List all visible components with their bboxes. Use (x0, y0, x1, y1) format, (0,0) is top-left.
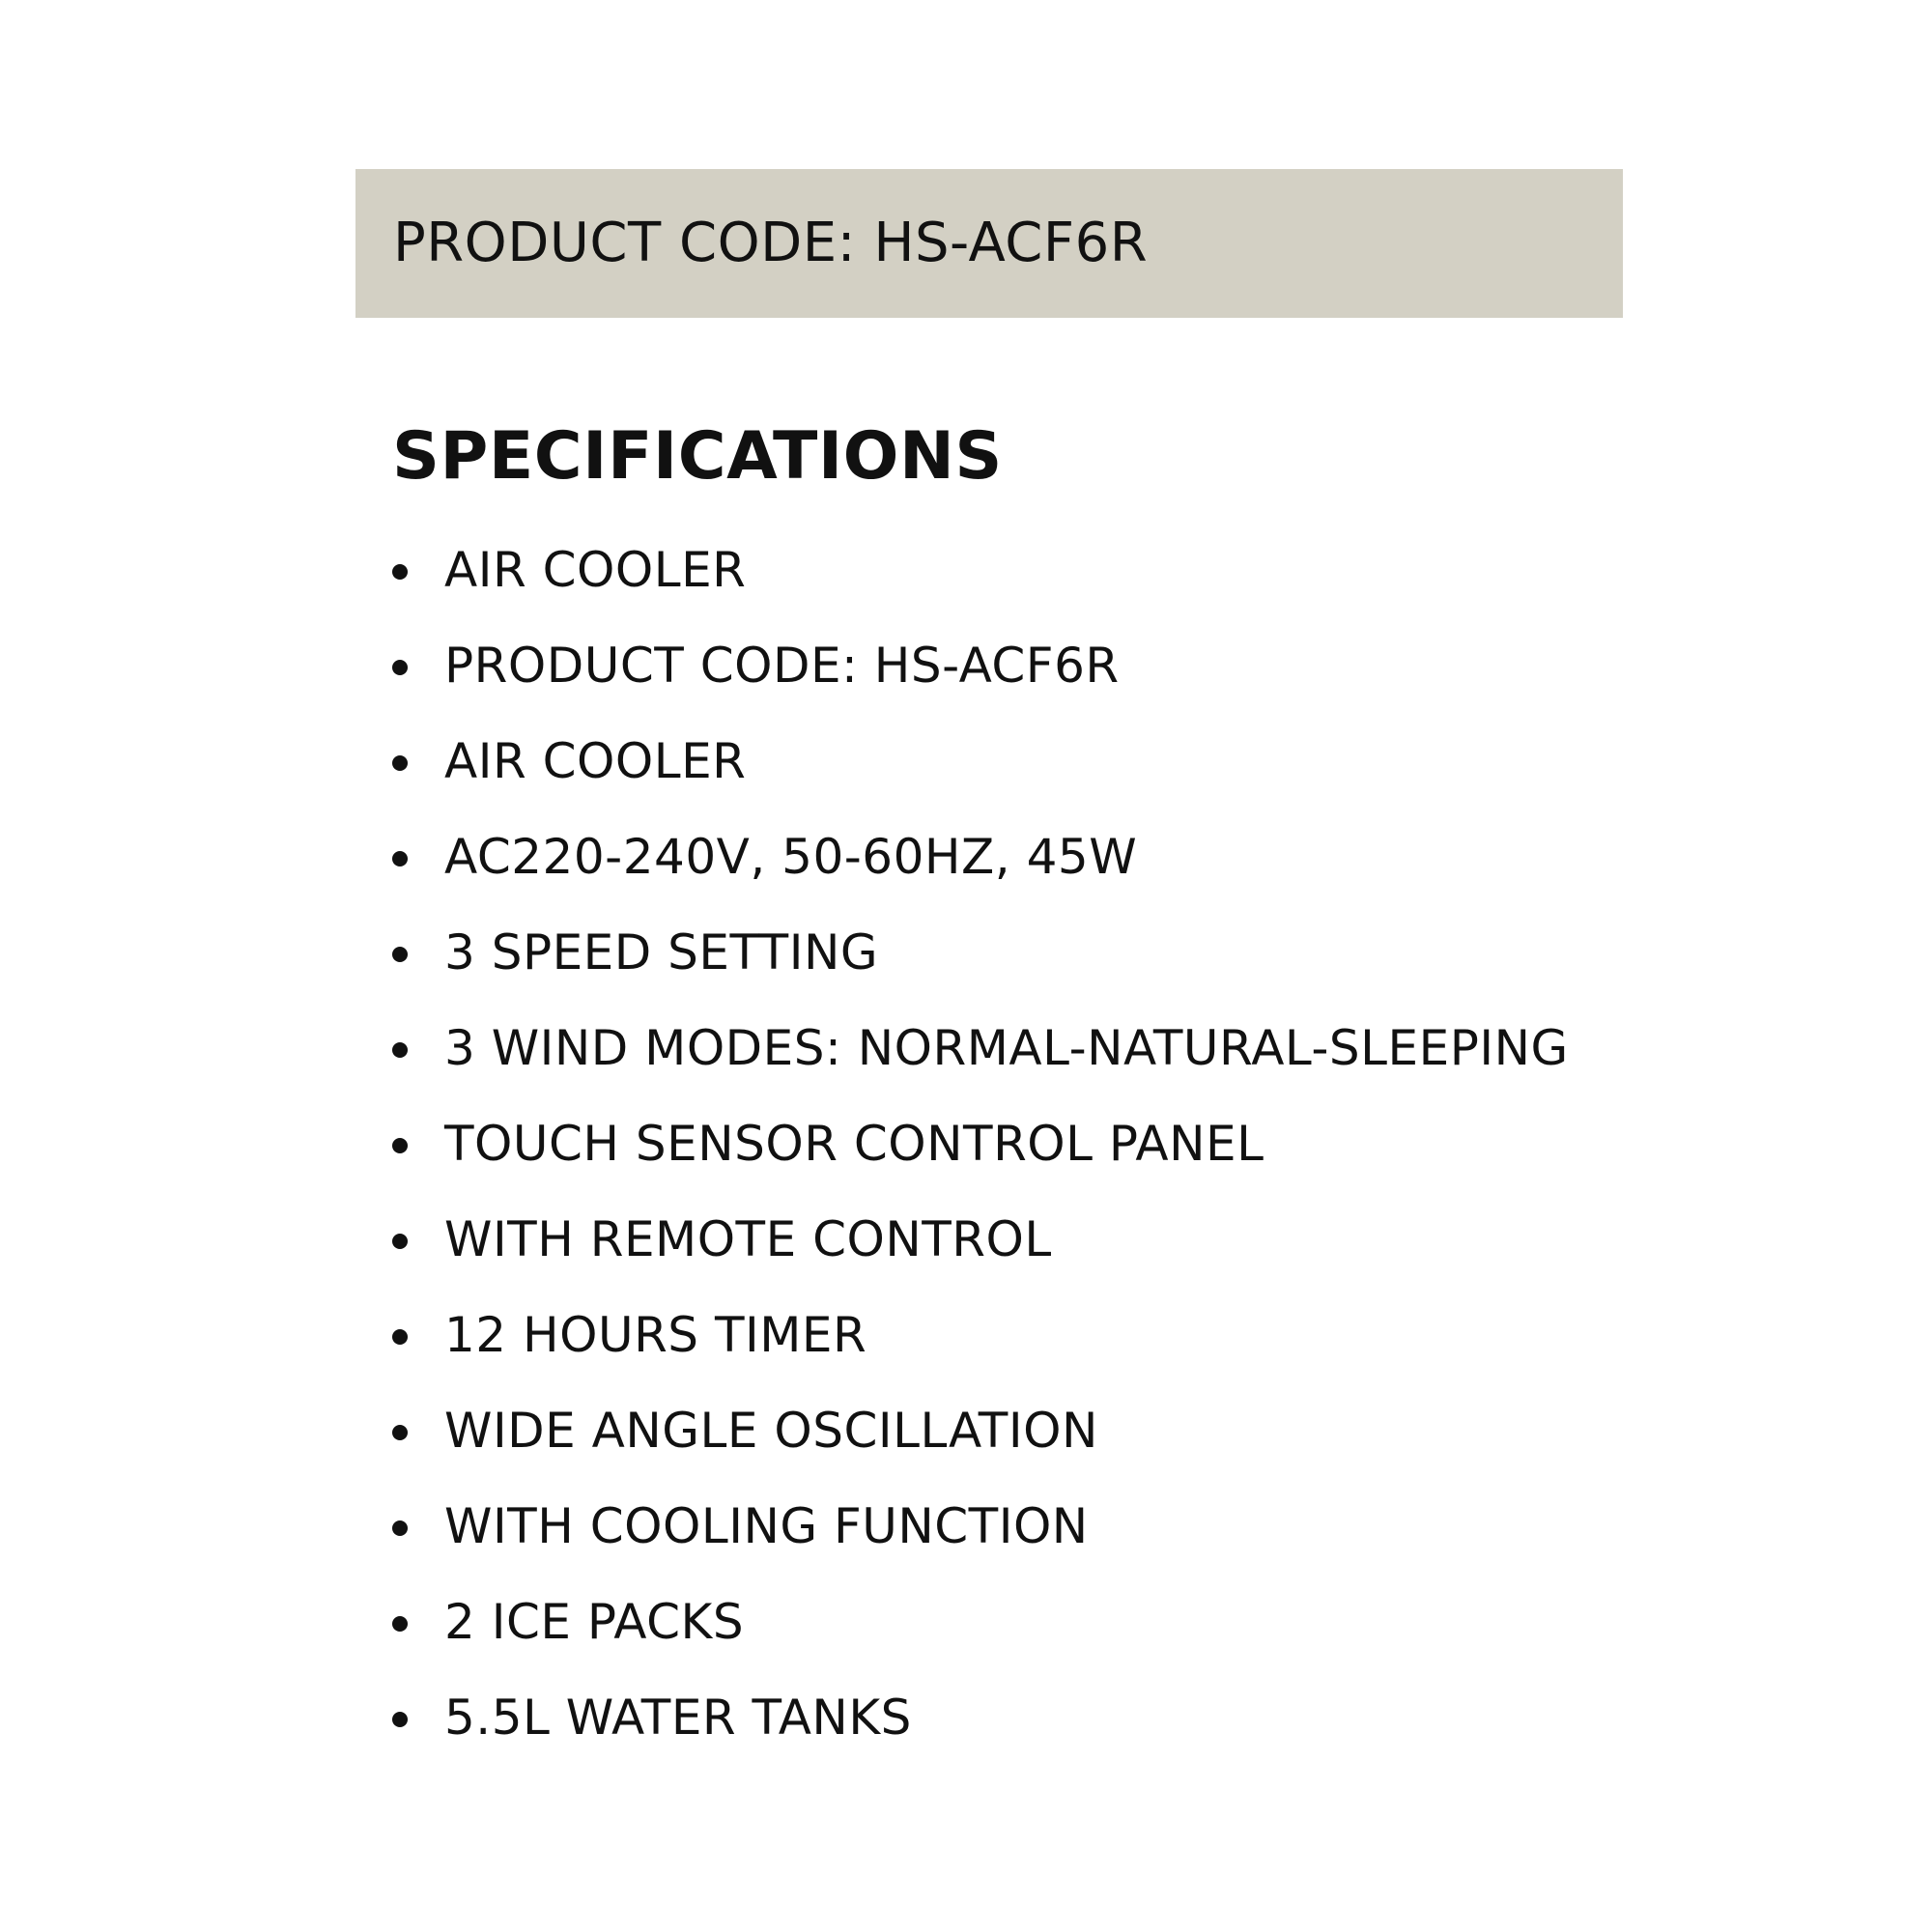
bullet-icon (392, 1329, 408, 1345)
spec-text: 12 HOURS TIMER (444, 1307, 867, 1363)
bullet-icon (392, 947, 408, 962)
bullet-icon (392, 1425, 408, 1440)
bullet-icon (392, 564, 408, 580)
bullet-icon (392, 1712, 408, 1727)
spec-text: WITH REMOTE CONTROL (444, 1211, 1052, 1267)
bullet-icon (392, 1520, 408, 1536)
bullet-icon (392, 755, 408, 771)
spec-text: AIR COOLER (444, 733, 747, 789)
bullet-icon (392, 851, 408, 867)
product-code-heading: PRODUCT CODE: HS-ACF6R (393, 212, 1149, 274)
bullet-icon (392, 1616, 408, 1632)
spec-text: WITH COOLING FUNCTION (444, 1498, 1089, 1554)
spec-text: 3 WIND MODES: NORMAL-NATURAL-SLEEPING (444, 1020, 1569, 1076)
spec-text: 3 SPEED SETTING (444, 924, 879, 980)
spec-text: 2 ICE PACKS (444, 1594, 745, 1650)
product-code-banner (355, 169, 1623, 318)
bullet-icon (392, 1042, 408, 1058)
spec-text: 5.5L WATER TANKS (444, 1690, 912, 1746)
spec-text: AC220-240V, 50-60HZ, 45W (444, 829, 1138, 885)
spec-text: TOUCH SENSOR CONTROL PANEL (444, 1116, 1264, 1172)
spec-text: WIDE ANGLE OSCILLATION (444, 1403, 1098, 1459)
specifications-title: SPECIFICATIONS (392, 418, 1003, 495)
bullet-icon (392, 660, 408, 675)
spec-text: AIR COOLER (444, 542, 747, 598)
bullet-icon (392, 1138, 408, 1153)
spec-text: PRODUCT CODE: HS-ACF6R (444, 638, 1120, 694)
bullet-icon (392, 1234, 408, 1249)
